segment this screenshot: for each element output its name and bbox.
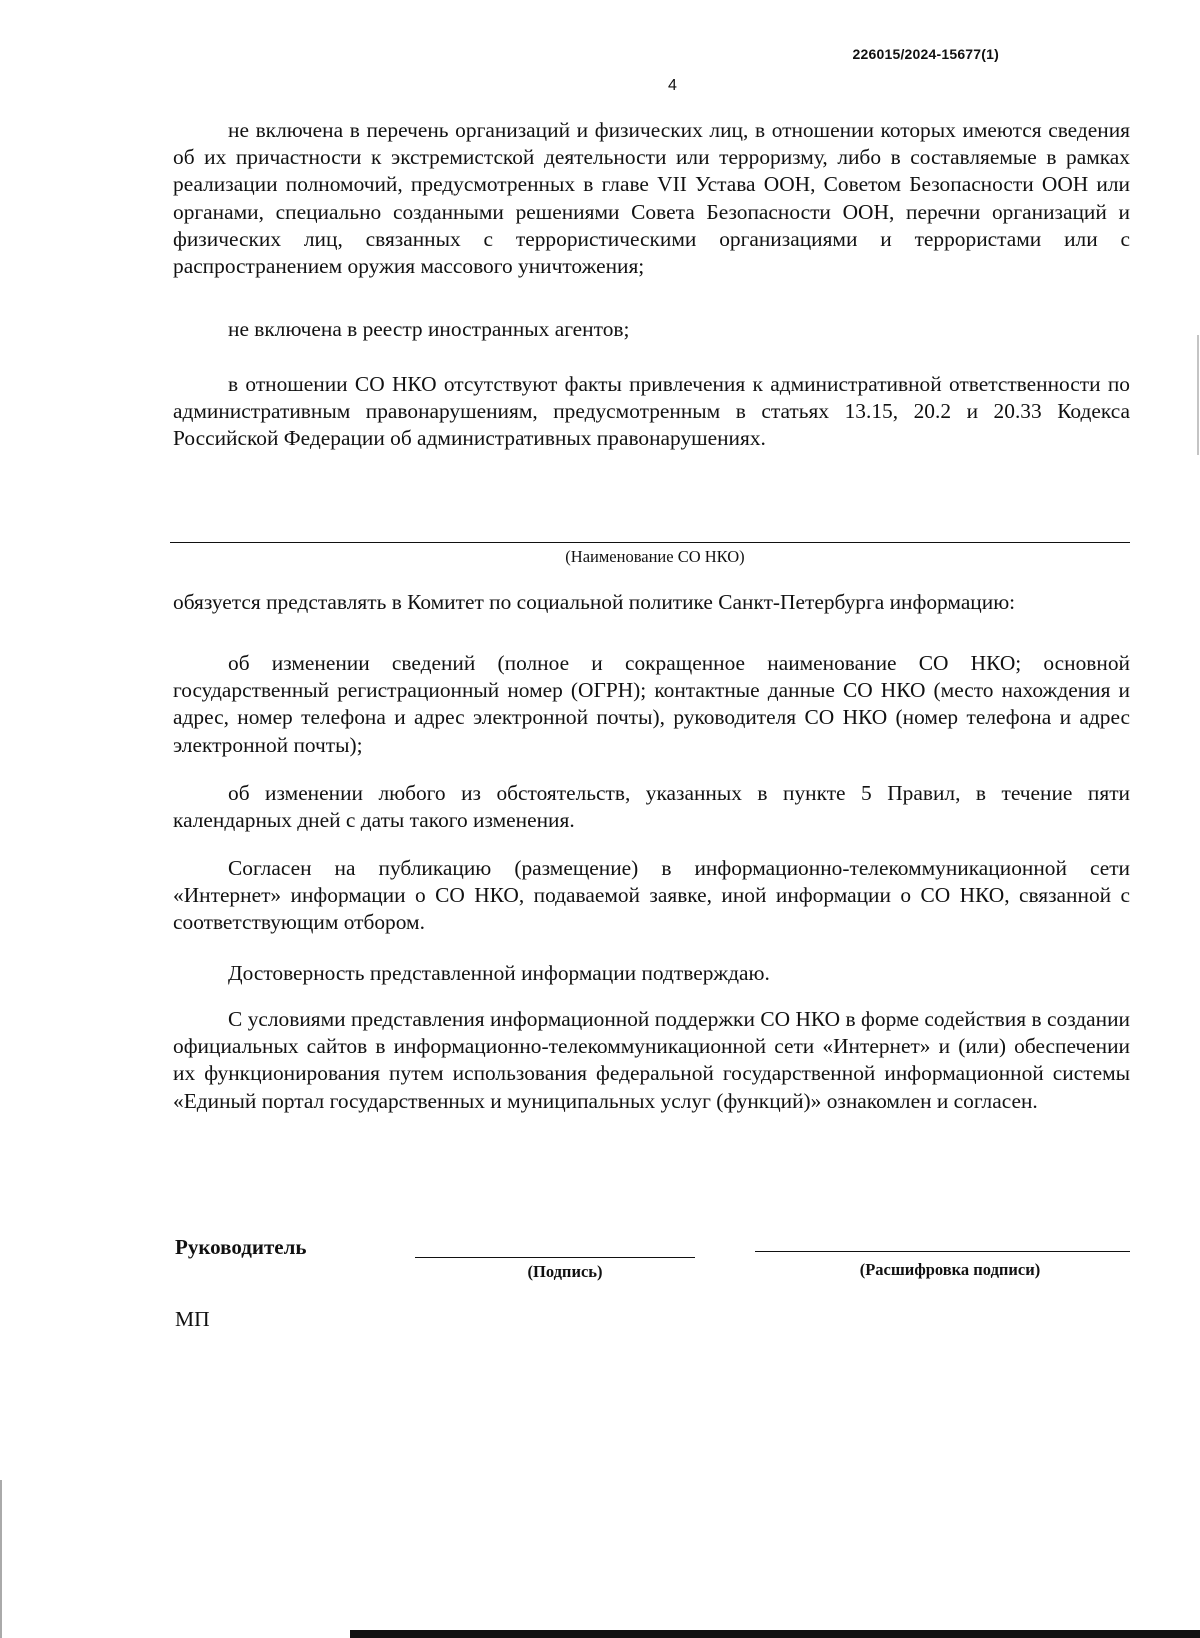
head-label: Руководитель [175, 1235, 307, 1259]
signature-decoding-line [755, 1251, 1130, 1252]
stamp-placeholder-label: МП [175, 1307, 210, 1331]
scan-edge-mark-right [1197, 335, 1199, 455]
page-number: 4 [668, 77, 677, 94]
paragraph-information-support-conditions: С условиями представления информационной поддержки СО НКО в форме содействия в создании официальных сайтов в информационно-телекоммуникационной сети «Интернет» и (или) обеспечении их функционирования путем использования федеральной государственной информационной системы «Единый портал государственных и муниципальных услуг (функций)» ознакомлен и согласен. [173, 1007, 1130, 1113]
organization-name-line [170, 542, 1130, 543]
paragraph-administrative-liability: в отношении СО НКО отсутствуют факты привлечения к административной ответственности по административным правонарушениям, предусмотренным в статьях 13.15, 20.2 и 20.33 Кодекса Российской Федерации об административных правонарушениях. [173, 372, 1130, 451]
paragraph-publication-consent: Согласен на публикацию (размещение) в информационно-телекоммуникационной сети «Интернет» информации о СО НКО, подаваемой заявке, иной информации о СО НКО, связанной с соответствующим отбором. [173, 856, 1130, 935]
scan-edge-mark-bottom [350, 1630, 1200, 1638]
signature-decoding-caption: (Расшифровка подписи) [859, 1260, 1041, 1279]
signature-caption: (Подпись) [527, 1262, 603, 1281]
paragraph-reliability-confirmation: Достоверность представленной информации подтверждаю. [228, 961, 770, 985]
document-registration-number: 226015/2024-15677(1) [852, 46, 999, 62]
paragraph-obligation: обязуется представлять в Комитет по социальной политике Санкт-Петербурга информацию: [173, 590, 1016, 614]
paragraph-circumstances-changes: об изменении любого из обстоятельств, указанных в пункте 5 Правил, в течение пяти календарных дней с даты такого изменения. [173, 781, 1130, 833]
paragraph-foreign-agents: не включена в реестр иностранных агентов; [228, 317, 630, 341]
paragraph-information-changes: об изменении сведений (полное и сокращенное наименование СО НКО; основной государственный регистрационный номер (ОГРН); контактные данные СО НКО (место нахождения и адрес, номер телефона и адрес электронной почты), руководителя СО НКО (номер телефона и адрес электронной почты); [173, 651, 1130, 757]
signature-line [415, 1257, 695, 1258]
paragraph-extremism-list: не включена в перечень организаций и физических лиц, в отношении которых имеются сведения об их причастности к экстремистской деятельности или терроризму, либо в составляемые в рамках реализации полномочий, предусмотренных в главе VII Устава ООН, Советом Безопасности ООН или органами, специально созданными решениями Совета Безопасности ООН, перечни организаций и физических лиц, связанных с террористическими организациями и террористами или с распространением оружия массового уничтожения; [173, 118, 1130, 279]
scan-edge-mark-left [0, 1480, 2, 1638]
organization-name-caption: (Наименование СО НКО) [565, 547, 745, 566]
